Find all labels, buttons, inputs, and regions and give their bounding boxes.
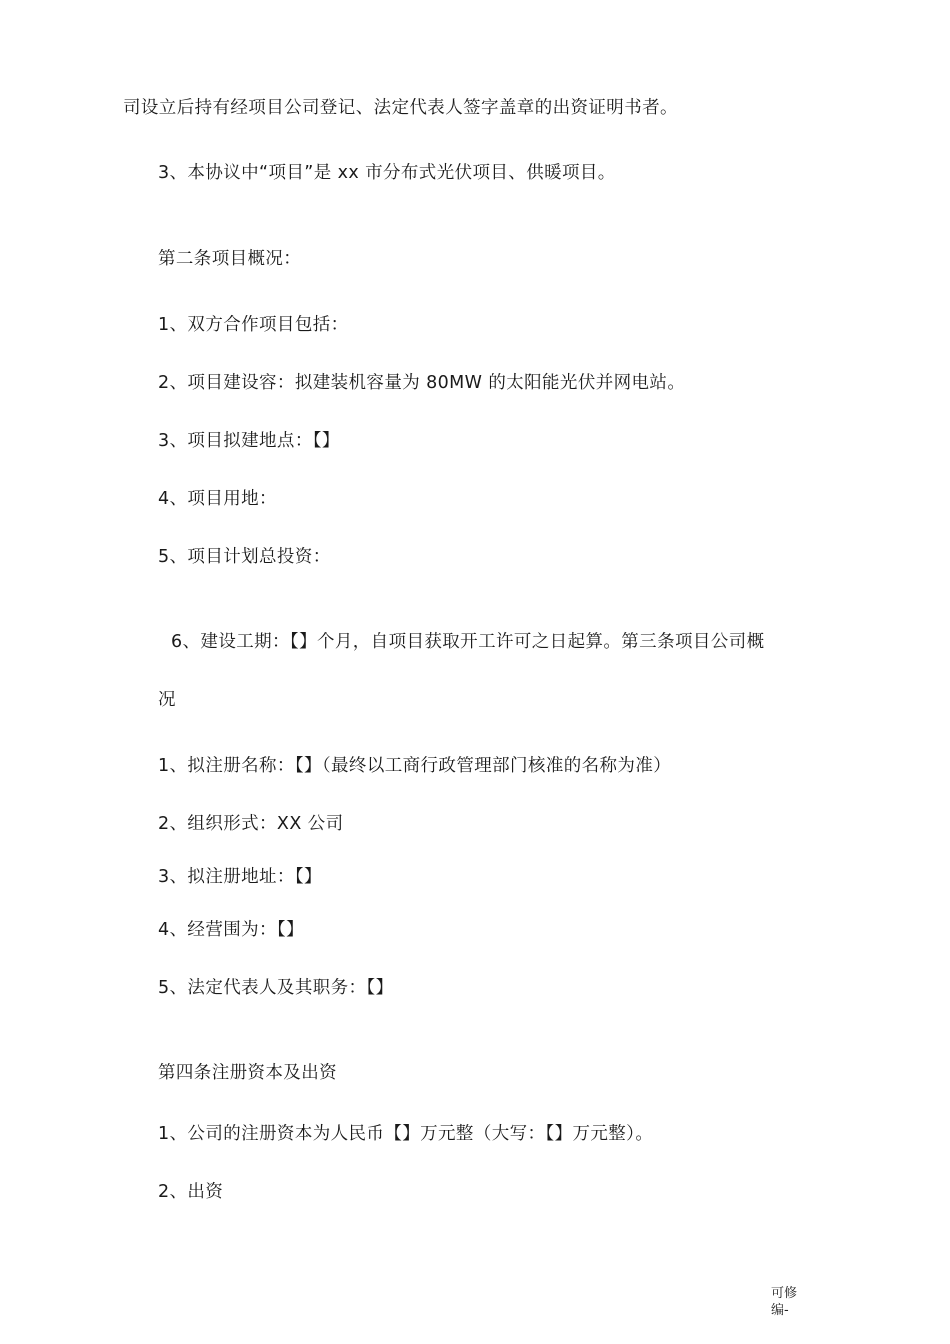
list-item: 5、法定代表人及其职务：【】 (158, 978, 394, 998)
list-item: 3、拟注册地址：【】 (158, 867, 322, 887)
list-item: 6、建设工期：【】个月，自项目获取开工许可之日起算。第三条项目公司概 (171, 632, 765, 652)
page-footer: 可修编- (771, 1286, 798, 1318)
paragraph-line-1: 司设立后持有经项目公司登记、法定代表人签字盖章的出资证明书者。 (123, 98, 678, 118)
list-item: 4、经营围为：【】 (158, 920, 304, 940)
list-item: 5、项目计划总投资： (158, 547, 331, 567)
list-item: 4、项目用地： (158, 489, 277, 509)
list-item: 2、组织形式：XX 公司 (158, 814, 344, 834)
list-item: 2、项目建设容：拟建装机容量为 80MW 的太阳能光伏并网电站。 (158, 373, 686, 393)
list-item: 1、拟注册名称：【】（最终以工商行政管理部门核准的名称为准） (158, 756, 672, 776)
section-heading-4: 第四条注册资本及出资 (158, 1063, 337, 1083)
list-item: 3、项目拟建地点：【】 (158, 431, 340, 451)
list-item: 1、双方合作项目包括： (158, 315, 349, 335)
section-heading-2: 第二条项目概况： (158, 249, 302, 269)
list-item: 1、公司的注册资本为人民币【】万元整（大写：【】万元整）。 (158, 1124, 654, 1144)
list-item: 2、出资 (158, 1182, 224, 1202)
paragraph-line-2: 3、本协议中“项目”是 xx 市分布式光伏项目、供暖项目。 (158, 163, 616, 183)
list-item-continuation: 况 (158, 690, 176, 710)
